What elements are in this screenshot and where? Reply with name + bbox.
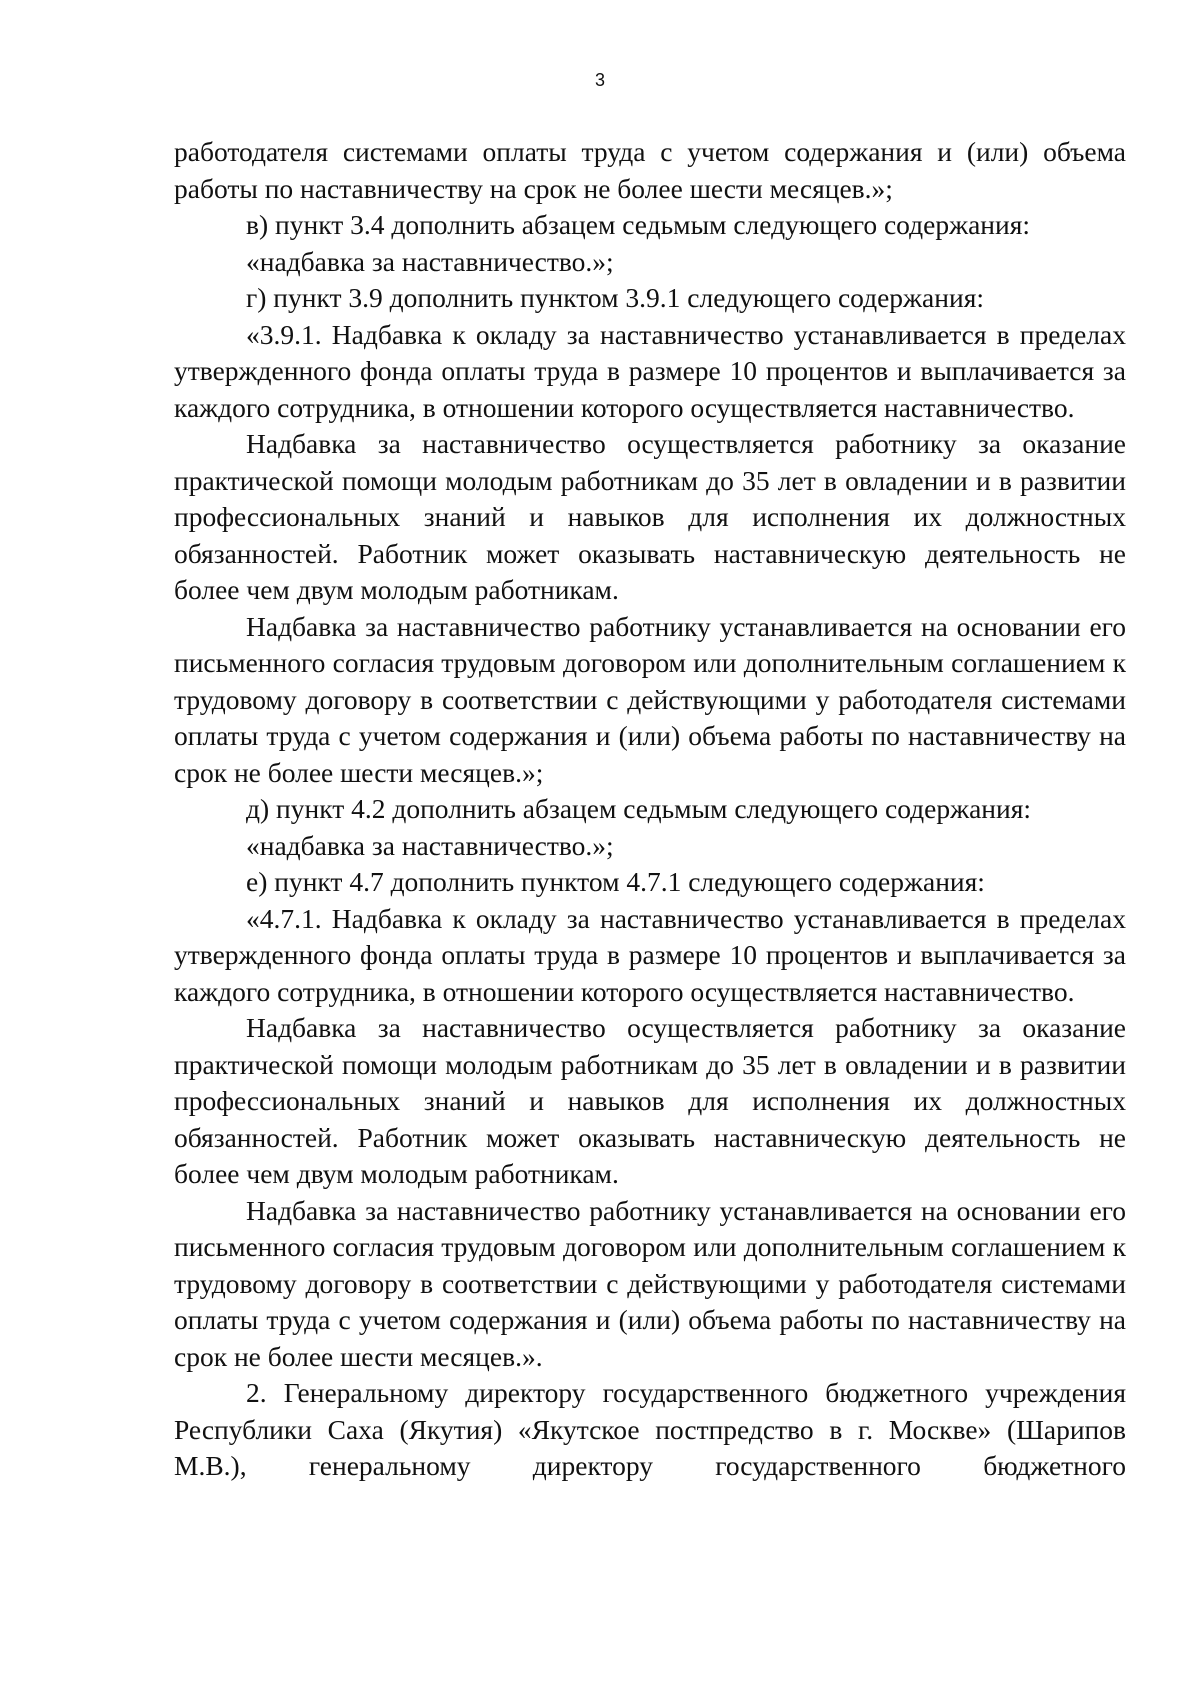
paragraph: г) пункт 3.9 дополнить пунктом 3.9.1 следующего содержания: [246,282,984,313]
paragraph: Надбавка за наставничество осуществляется работнику за оказание практической помощи молодым работникам до 35 лет в овладении и в развитии профессиональных знаний и навыков для исполнения их должностных обязанностей. Работник может оказывать наставническую деятельность не более чем двум молодым работникам. [174,428,1126,605]
paragraph: Надбавка за наставничество работнику устанавливается на основании его письменного согласия трудовым договором или дополнительным соглашением к трудовому договору в соответствии с действующими у работодателя системами оплаты труда с учетом содержания и (или) объема работы по наставничеству на срок не более шести месяцев.». [174,1194,1126,1372]
paragraph: работодателя системами оплаты труда с учетом содержания и (или) объема работы по наставничеству на срок не более шести месяцев.»; [174,136,1126,204]
paragraph: «4.7.1. Надбавка к окладу за наставничество устанавливается в пределах утвержденного фонда оплаты труда в размере 10 процентов и выплачивается за каждого сотрудника, в отношении которого осуществляется наставничество. [174,902,1126,1007]
paragraph: в) пункт 3.4 дополнить абзацем седьмым следующего содержания: [246,209,1031,240]
paragraph: «надбавка за наставничество.»; [246,829,614,861]
paragraph: «надбавка за наставничество.»; [246,245,614,277]
paragraph: «3.9.1. Надбавка к окладу за наставничество устанавливается в пределах утвержденного фонда оплаты труда в размере 10 процентов и выплачивается за каждого сотрудника, в отношении которого осуществляется наставничество. [174,318,1126,423]
document-body [174,134,1126,1485]
paragraph: д) пункт 4.2 дополнить абзацем седьмым следующего содержания: [246,793,1032,824]
paragraph: 2. Генеральному директору государственного бюджетного учреждения Республики Саха (Якутия) «Якутское постпредство в г. Москве» (Шарипов М.В.), генеральному директору государственного бюджетного [174,1377,1126,1481]
paragraph: Надбавка за наставничество работнику устанавливается на основании его письменного согласия трудовым договором или дополнительным соглашением к трудовому договору в соответствии с действующими у работодателя системами оплаты труда с учетом содержания и (или) объема работы по наставничеству на срок не более шести месяцев.»; [174,610,1126,788]
page-number: 3 [594,70,605,90]
paragraph: е) пункт 4.7 дополнить пунктом 4.7.1 следующего содержания: [246,866,985,897]
paragraph: Надбавка за наставничество осуществляется работнику за оказание практической помощи молодым работникам до 35 лет в овладении и в развитии профессиональных знаний и навыков для исполнения их должностных обязанностей. Работник может оказывать наставническую деятельность не более чем двум молодым работникам. [174,1012,1126,1189]
